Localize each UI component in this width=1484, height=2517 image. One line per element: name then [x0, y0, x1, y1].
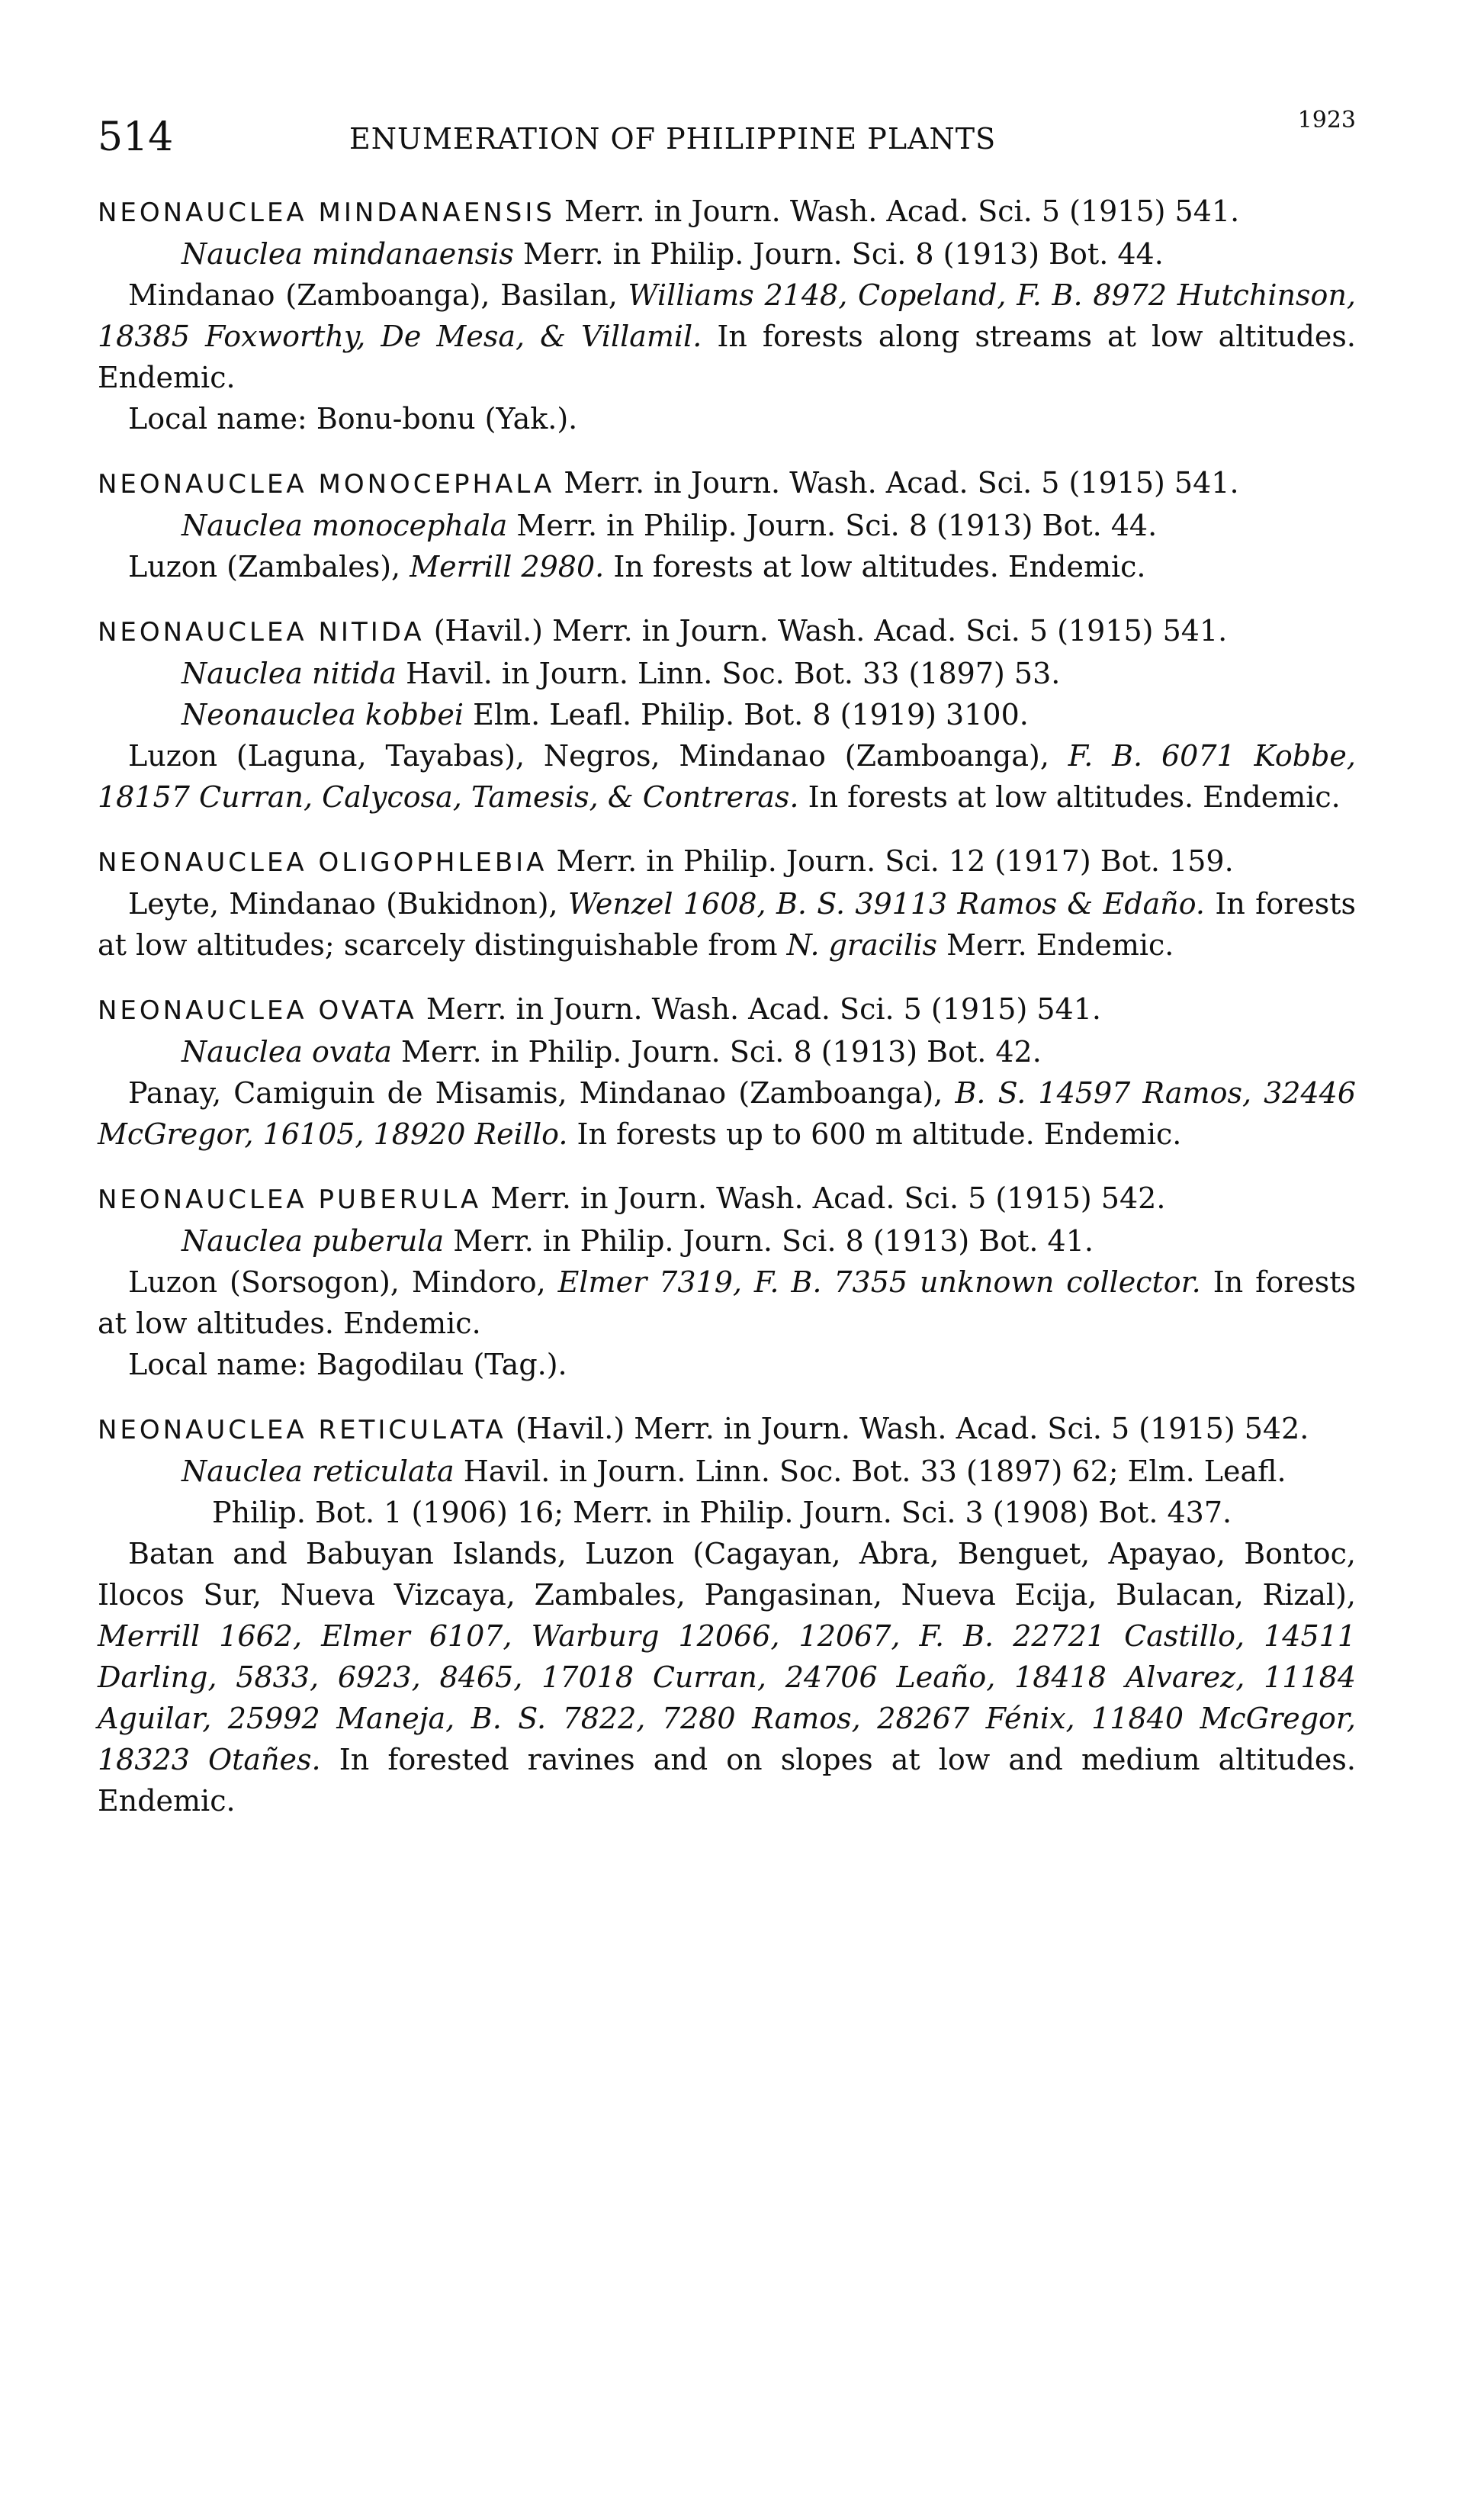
- species-name: NEONAUCLEA MINDANAENSIS: [98, 198, 555, 228]
- citation: Merr. in Journ. Wash. Acad. Sci. 5 (1915) 541.: [564, 194, 1240, 228]
- collectors: Elmer 7319, F. B. 7355 unknown collector.: [557, 1265, 1201, 1299]
- running-title: ENUMERATION OF PHILIPPINE PLANTS: [349, 122, 997, 156]
- habitat-notes: In forests at low altitudes; scarcely distinguishable from: [98, 887, 1356, 962]
- distribution: Mindanao (Zamboanga), Basilan,: [128, 278, 628, 312]
- synonym-citation: Merr. in Philip. Journ. Sci. 8 (1913) Bot. 41.: [444, 1224, 1094, 1258]
- species-name: NEONAUCLEA NITIDA: [98, 617, 425, 648]
- synonym-name: Nauclea ovata: [181, 1035, 392, 1069]
- species-entry-reticulata: [98, 1408, 1356, 1821]
- synonym-name: Neonauclea kobbei: [181, 698, 464, 731]
- synonym-citation: Merr. in Philip. Journ. Sci. 8 (1913) Bot. 44.: [507, 509, 1158, 542]
- distribution: Luzon (Zambales),: [128, 550, 410, 583]
- collectors: B. S. 14597 Ramos, 32446 McGregor, 16105, 18920 Reillo.: [98, 1076, 1356, 1151]
- synonym: [98, 233, 1356, 275]
- habitat-notes: In forests at low altitudes. Endemic.: [604, 550, 1146, 583]
- page-header: [98, 99, 1356, 191]
- synonym-citation: Havil. in Journ. Linn. Soc. Bot. 33 (1897) 53.: [397, 657, 1061, 690]
- collectors: Wenzel 1608, B. S. 39113 Ramos & Edaño.: [567, 887, 1206, 921]
- habitat-notes: In forests at low altitudes. Endemic.: [98, 1265, 1357, 1340]
- species-entry-mindanaensis: [98, 191, 1356, 439]
- habitat-notes: In forested ravines and on slopes at low and medium altitudes. Endemic.: [98, 1743, 1357, 1818]
- entry-heading: [98, 191, 1356, 233]
- entry-heading: [98, 1178, 1356, 1220]
- species-name: NEONAUCLEA PUBERULA: [98, 1185, 482, 1215]
- local-name: Local name: Bagodilau (Tag.).: [128, 1348, 567, 1381]
- page-number: 514: [98, 114, 174, 160]
- entry-heading: [98, 988, 1356, 1031]
- synonym-name: Nauclea reticulata: [181, 1455, 455, 1488]
- species-name: NEONAUCLEA RETICULATA: [98, 1415, 506, 1445]
- synonym-citation: Merr. in Philip. Journ. Sci. 8 (1913) Bot. 44.: [513, 237, 1164, 271]
- entry-heading: [98, 841, 1356, 883]
- species-name: NEONAUCLEA MONOCEPHALA: [98, 469, 555, 500]
- distribution: Panay, Camiguin de Misamis, Mindanao (Zamboanga),: [128, 1076, 956, 1110]
- species-name: NEONAUCLEA OVATA: [98, 995, 417, 1026]
- citation: Merr. in Journ. Wash. Acad. Sci. 5 (1915) 541.: [426, 992, 1101, 1026]
- synonym-citation: Merr. in Philip. Journ. Sci. 8 (1913) Bot. 42.: [391, 1035, 1042, 1069]
- citation: (Havil.) Merr. in Journ. Wash. Acad. Sci. 5 (1915) 541.: [433, 614, 1228, 648]
- distribution: Luzon (Sorsogon), Mindoro,: [128, 1265, 558, 1299]
- citation: Merr. in Philip. Journ. Sci. 12 (1917) Bot. 159.: [556, 844, 1234, 878]
- distribution-paragraph: [98, 275, 1356, 398]
- synonym-name: Nauclea mindanaensis: [181, 237, 514, 271]
- habitat-notes: In forests up to 600 m altitude. Endemic.: [567, 1117, 1182, 1151]
- entry-heading: [98, 1408, 1356, 1451]
- synonym-name: Nauclea monocephala: [181, 509, 508, 542]
- citation: (Havil.) Merr. in Journ. Wash. Acad. Sci. 5 (1915) 542.: [515, 1412, 1309, 1445]
- synonym: [98, 694, 1356, 735]
- local-name: Local name: Bonu-bonu (Yak.).: [128, 402, 578, 436]
- species-name: NEONAUCLEA OLIGOPHLEBIA: [98, 847, 548, 878]
- distribution-paragraph: [98, 546, 1356, 587]
- synonym-citation: Havil. in Journ. Linn. Soc. Bot. 33 (1897) 62; Elm. Leafl. Philip. Bot. 1 (1906) 16; Merr. in Philip. Journ. Sci. 3 (1908) Bot. 437.: [212, 1455, 1286, 1529]
- synonym-name: Nauclea puberula: [181, 1224, 445, 1258]
- distribution: Leyte, Mindanao (Bukidnon),: [128, 887, 568, 921]
- synonym: [98, 1031, 1356, 1072]
- species-entry-oligophlebia: [98, 841, 1356, 966]
- comparison-species: N. gracilis: [786, 928, 937, 962]
- distribution-paragraph: [98, 1533, 1356, 1821]
- synonym-name: Nauclea nitida: [181, 657, 397, 690]
- distribution: Batan and Babuyan Islands, Luzon (Cagayan, Abra, Benguet, Apayao, Bontoc, Ilocos Sur, Nueva Vizcaya, Zambales, Pangasinan, Nueva Ecija, Bulacan, Rizal),: [98, 1537, 1356, 1612]
- synonym: [98, 653, 1356, 694]
- document-page: [98, 99, 1356, 1844]
- citation: Merr. in Journ. Wash. Acad. Sci. 5 (1915) 542.: [490, 1181, 1166, 1215]
- habitat-notes-end: Merr. Endemic.: [937, 928, 1174, 962]
- synonym: [98, 1451, 1356, 1533]
- species-entry-puberula: [98, 1178, 1356, 1385]
- synonym: [98, 505, 1356, 546]
- citation: Merr. in Journ. Wash. Acad. Sci. 5 (1915) 541.: [564, 466, 1239, 500]
- collectors: Williams 2148, Copeland, F. B. 8972 Hutchinson, 18385 Foxworthy, De Mesa, & Villamil.: [98, 278, 1356, 353]
- habitat-notes: In forests at low altitudes. Endemic.: [798, 780, 1341, 814]
- synonym: [98, 1220, 1356, 1262]
- collectors: Merrill 2980.: [410, 550, 605, 583]
- species-entry-nitida: [98, 610, 1356, 818]
- collectors: F. B. 6071 Kobbe, 18157 Curran, Calycosa, Tamesis, & Contreras.: [98, 739, 1356, 814]
- entry-heading: [98, 610, 1356, 653]
- distribution-paragraph: [98, 1072, 1356, 1155]
- distribution-paragraph: [98, 735, 1356, 818]
- distribution-paragraph: [98, 1262, 1356, 1344]
- entry-heading: [98, 462, 1356, 505]
- distribution: Luzon (Laguna, Tayabas), Negros, Mindanao (Zamboanga),: [128, 739, 1068, 773]
- year-marker: 1923: [1297, 107, 1356, 133]
- habitat-notes: In forests along streams at low altitudes. Endemic.: [98, 320, 1356, 394]
- species-entry-ovata: [98, 988, 1356, 1155]
- distribution-paragraph: [98, 883, 1356, 966]
- synonym-citation: Elm. Leafl. Philip. Bot. 8 (1919) 3100.: [464, 698, 1029, 731]
- collectors: Merrill 1662, Elmer 6107, Warburg 12066, 12067, F. B. 22721 Castillo, 14511 Darling, 5833, 6923, 8465, 17018 Curran, 24706 Leaño, 18418 Alvarez, 11184 Aguilar, 25992 Maneja, B. S. 7822, 7280 Ramos, 28267 Fénix, 11840 McGregor, 18323 Otañes.: [98, 1619, 1356, 1776]
- species-entry-monocephala: [98, 462, 1356, 587]
